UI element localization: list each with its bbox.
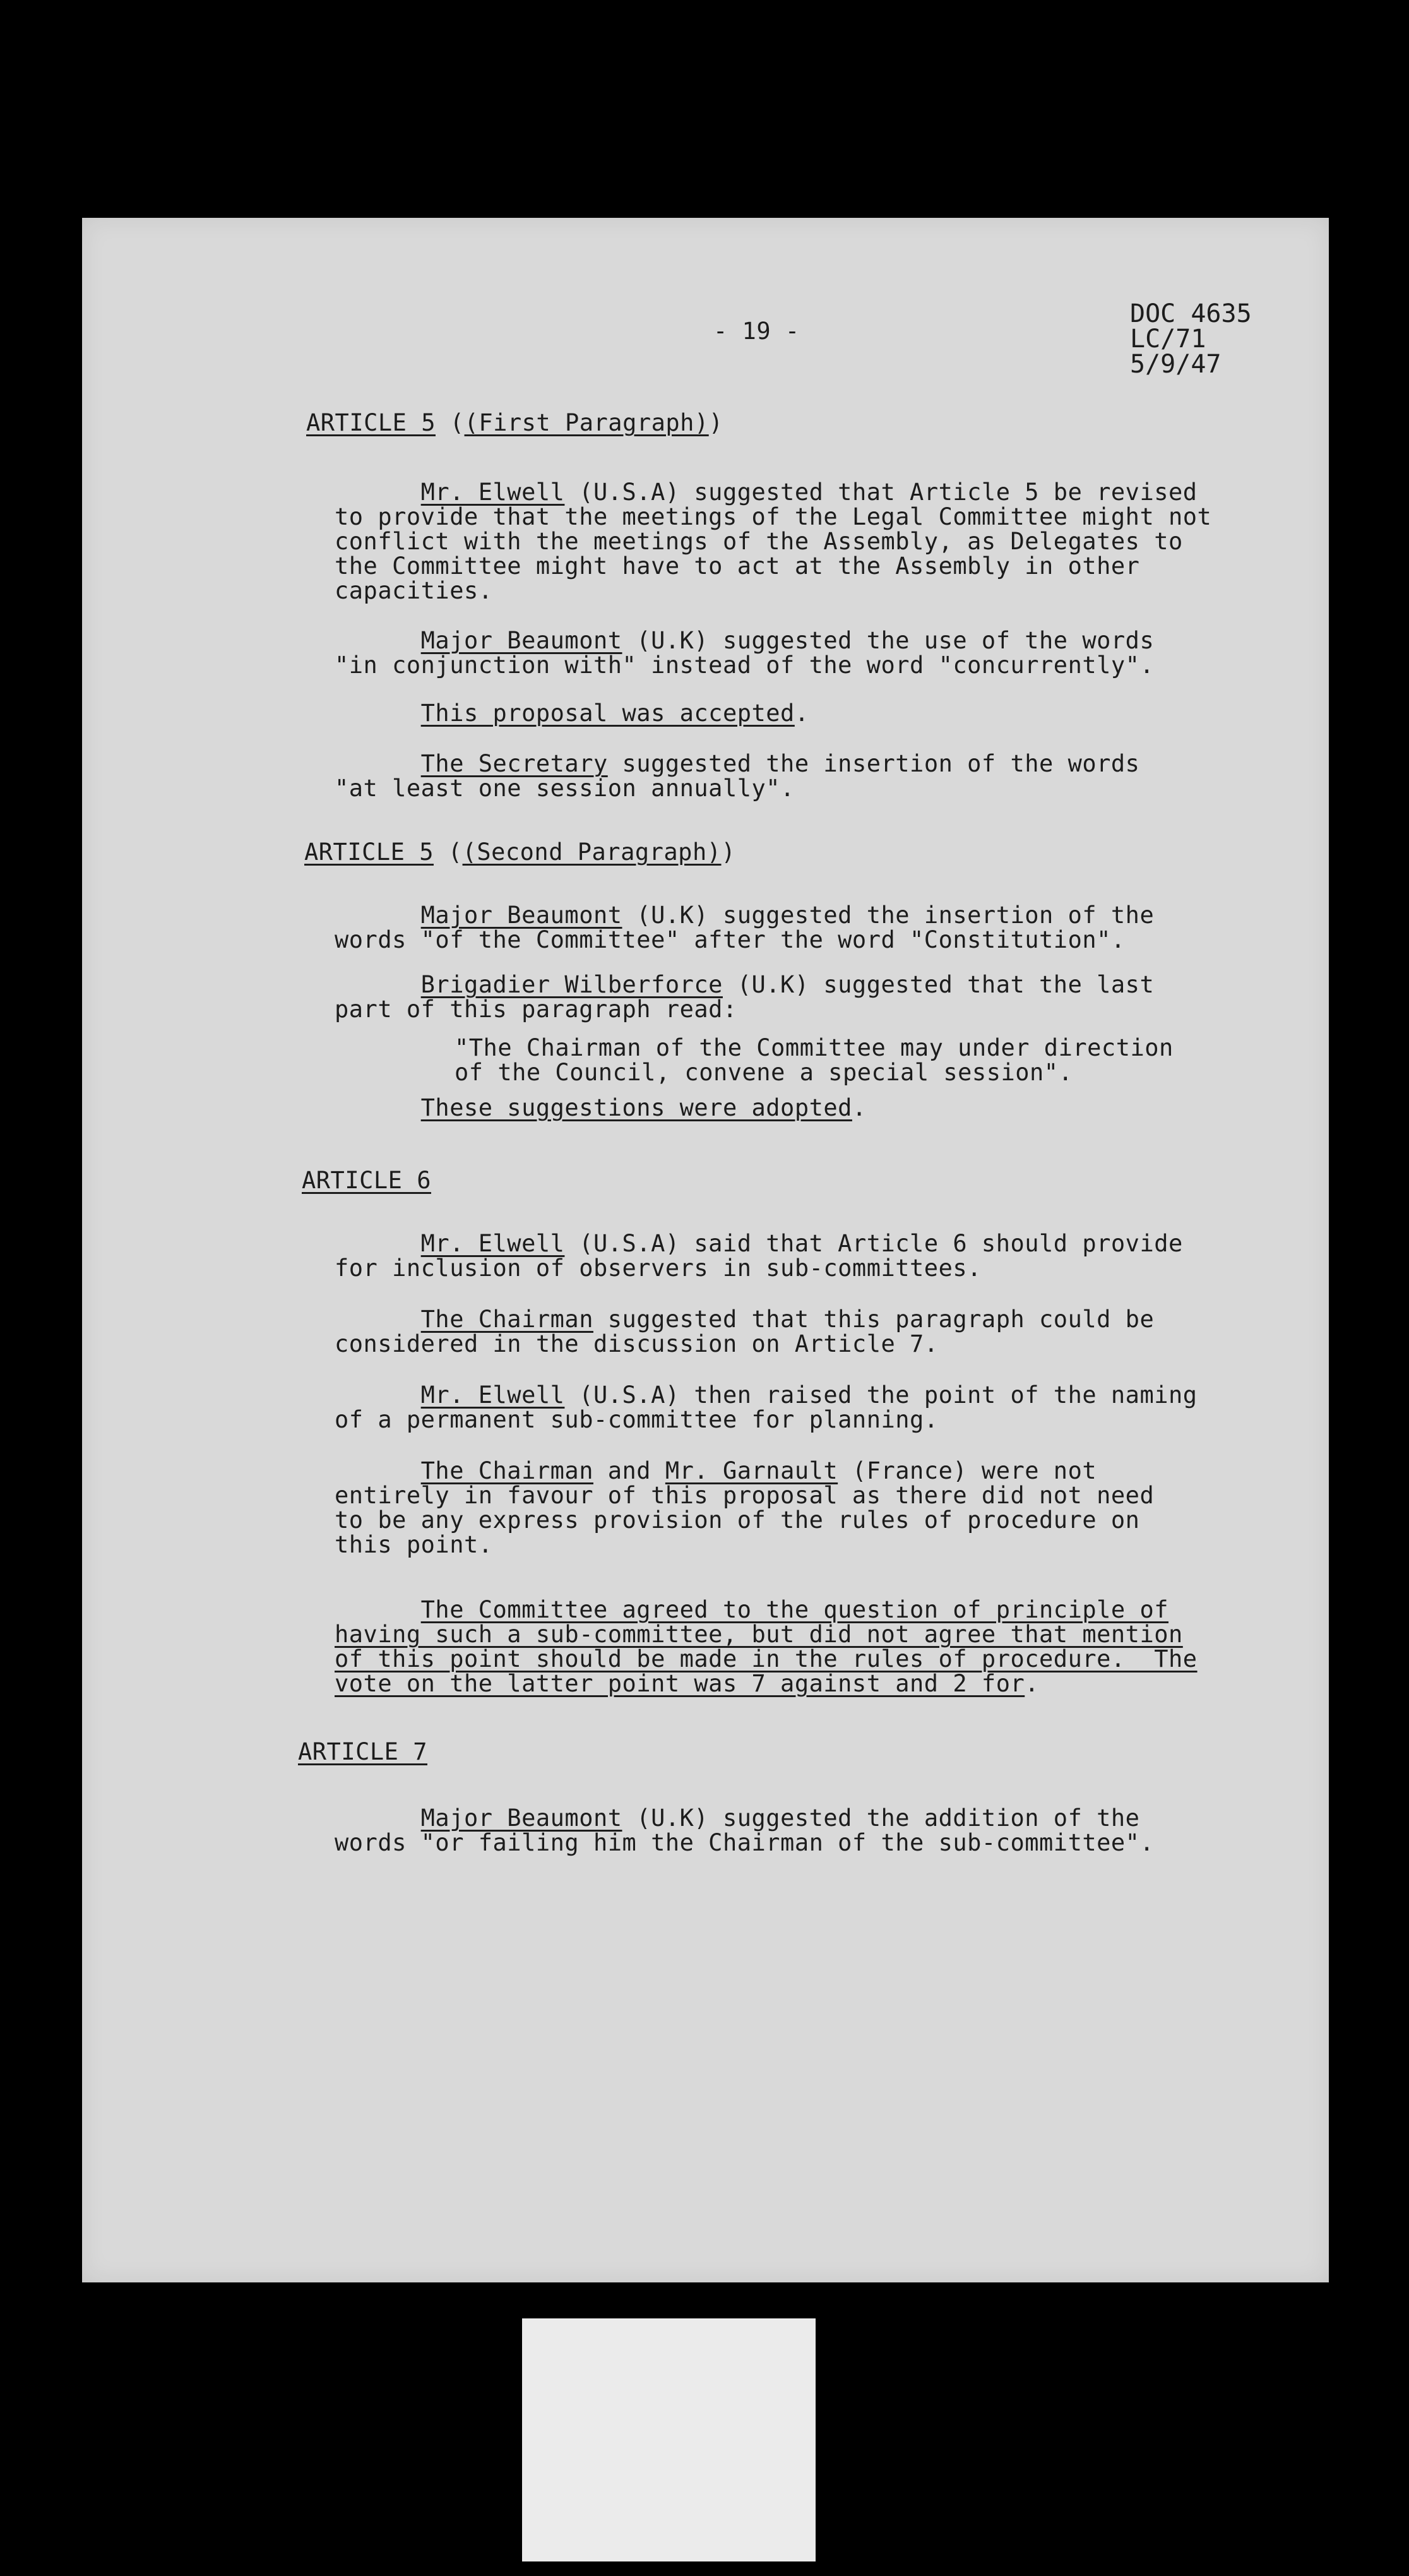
speaker-name: Mr. Elwell xyxy=(420,479,565,506)
article-6-para-4: The Chairman and Mr. Garnault (France) were not entirely in favour of this proposal as there did not need to be any express provision of the rules of procedure on this point. xyxy=(335,1457,1155,1558)
article-5-first-para-2: Major Beaumont (U.K) suggested the use of the words "in conjunction with" instead of the word "concurrently". xyxy=(335,627,1155,679)
speaker-name: Major Beaumont xyxy=(420,627,622,654)
article-7-heading: ARTICLE 7 xyxy=(298,1738,427,1765)
article-6-para-5: The Committee agreed to the question of principle of having such a sub-committee, but did not agree that mention of this point should be made in the rules of procedure. The vote on the latter point was 7 against and 2 for. xyxy=(335,1596,1198,1697)
doc-number: DOC 4635 xyxy=(1130,299,1252,328)
article-5-second-quote: "The Chairman of the Committee may under direction of the Council, convene a special session". xyxy=(455,1034,1174,1086)
article-5-second-heading: ARTICLE 5 ((Second Paragraph)) xyxy=(304,838,736,866)
article-5-first-para-3: This proposal was accepted. xyxy=(420,700,809,727)
speaker-name: The Chairman xyxy=(420,1306,593,1333)
article-5-first-heading: ARTICLE 5 ((First Paragraph)) xyxy=(306,409,723,436)
blank-card xyxy=(522,2318,816,2561)
doc-code: LC/71 xyxy=(1130,325,1206,354)
article-6-para-1: Mr. Elwell (U.S.A) said that Article 6 should provide for inclusion of observers in sub-committees. xyxy=(335,1230,1183,1282)
document-page xyxy=(82,218,1329,2282)
article-7-para-1: Major Beaumont (U.K) suggested the addition of the words "or failing him the Chairman of the sub-committee". xyxy=(335,1804,1155,1856)
article-5-second-para-1: Major Beaumont (U.K) suggested the insertion of the words "of the Committee" after the word "Constitution". xyxy=(335,902,1155,953)
article-6-para-3: Mr. Elwell (U.S.A) then raised the point of the naming of a permanent sub-committee for planning. xyxy=(335,1381,1198,1433)
speaker-name: Mr. Elwell xyxy=(420,1230,565,1257)
article-5-second-para-3: These suggestions were adopted. xyxy=(420,1094,867,1121)
document-reference xyxy=(1130,301,1319,377)
article-5-second-para-2: Brigadier Wilberforce (U.K) suggested that the last part of this paragraph read: xyxy=(335,971,1155,1023)
speaker-name: The Chairman xyxy=(420,1457,593,1484)
speaker-name: Major Beaumont xyxy=(420,1804,622,1832)
doc-date: 5/9/47 xyxy=(1130,350,1222,379)
article-6-heading: ARTICLE 6 xyxy=(302,1167,431,1194)
speaker-name: Major Beaumont xyxy=(420,902,622,929)
speaker-name: Brigadier Wilberforce xyxy=(420,971,723,998)
article-5-first-para-4: The Secretary suggested the insertion of the words "at least one session annually". xyxy=(335,750,1140,802)
speaker-name: Mr. Elwell xyxy=(420,1381,565,1409)
speaker-name: Mr. Garnault xyxy=(665,1457,838,1484)
page-number: - 19 - xyxy=(713,318,800,345)
speaker-name: The Secretary xyxy=(420,750,608,777)
article-6-para-2: The Chairman suggested that this paragraph could be considered in the discussion on Article 7. xyxy=(335,1306,1155,1357)
article-5-first-para-1: Mr. Elwell (U.S.A) suggested that Article 5 be revised to provide that the meetings of the Legal Committee might not conflict with the meetings of the Assembly, as Delegates to the Committee might have to act at the Assembly in other capacities. xyxy=(335,479,1212,604)
